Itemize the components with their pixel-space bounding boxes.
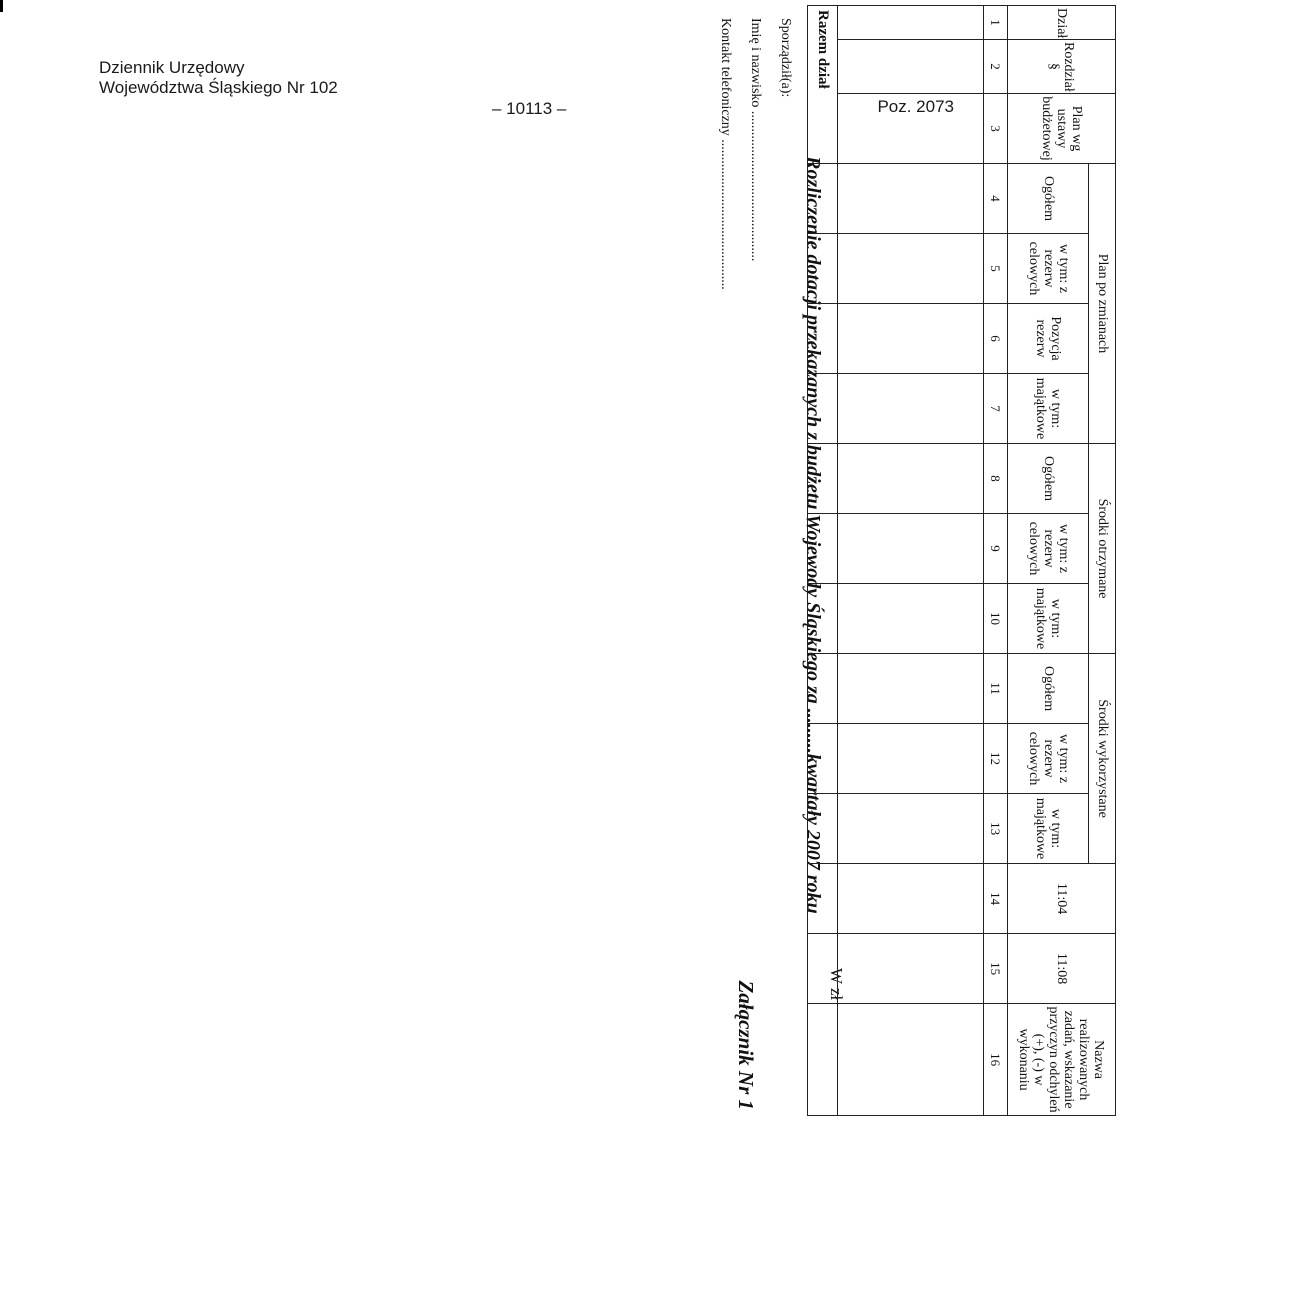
- annex-label: Załącznik Nr 1: [734, 980, 758, 1110]
- sub-rezerw-celowych: w tym: z rezerw celowych: [1007, 514, 1088, 584]
- name-line: [740, 18, 770, 290]
- column-number: 13: [983, 794, 1007, 864]
- column-number: 1: [983, 6, 1007, 40]
- column-number: 5: [983, 234, 1007, 304]
- empty-cell: [808, 374, 838, 444]
- sub-rezerw-celowych: w tym: z rezerw celowych: [1007, 234, 1088, 304]
- empty-cell: [838, 94, 983, 164]
- empty-cell: [838, 724, 983, 794]
- empty-cell: [808, 724, 838, 794]
- header-srodki-wykorzystane: Środki wykorzystane: [1089, 654, 1116, 864]
- empty-cell: [838, 514, 983, 584]
- journal-header: [99, 58, 338, 98]
- column-number: 11: [983, 654, 1007, 724]
- column-number: 15: [983, 934, 1007, 1004]
- empty-cell: [838, 794, 983, 864]
- rotated-form: [520, 0, 1290, 1120]
- empty-cell: [838, 584, 983, 654]
- empty-cell: [838, 934, 983, 1004]
- header-11-04: 11:04: [1007, 864, 1115, 934]
- empty-cell: [808, 794, 838, 864]
- unit-label: W zł: [827, 968, 846, 1001]
- empty-cell: [838, 654, 983, 724]
- empty-cell: [808, 1004, 838, 1116]
- empty-cell: [838, 444, 983, 514]
- header-rozdzial: Rozdział §: [1007, 40, 1115, 94]
- sub-ogolem: Ogółem: [1007, 164, 1088, 234]
- empty-cell: [808, 864, 838, 934]
- empty-cell: [838, 304, 983, 374]
- form-footer: [710, 18, 800, 290]
- column-number: 16: [983, 1004, 1007, 1116]
- empty-cell: [838, 40, 983, 94]
- empty-cell: [838, 374, 983, 444]
- empty-cell: [808, 164, 838, 234]
- column-number: 14: [983, 864, 1007, 934]
- position-number: Poz. 2073: [877, 97, 954, 116]
- empty-cell: [808, 584, 838, 654]
- empty-cell: [838, 1004, 983, 1116]
- empty-cell: [838, 234, 983, 304]
- column-number: 3: [983, 94, 1007, 164]
- header-11-08: 11:08: [1007, 934, 1115, 1004]
- sub-ogolem: Ogółem: [1007, 444, 1088, 514]
- table-row-total: [808, 6, 838, 1116]
- empty-cell: [838, 6, 983, 40]
- sub-majatkowe: w tym: majątkowe: [1007, 794, 1088, 864]
- column-number: 2: [983, 40, 1007, 94]
- sub-pozycja-rezerw: Pozycja rezerw: [1007, 304, 1088, 374]
- header-dzial: Dział: [1007, 6, 1115, 40]
- column-number: 12: [983, 724, 1007, 794]
- journal-issue: Województwa Śląskiego Nr 102: [99, 78, 338, 97]
- sub-majatkowe: w tym: majątkowe: [1007, 584, 1088, 654]
- empty-cell: [808, 514, 838, 584]
- column-number: 9: [983, 514, 1007, 584]
- table-row-empty: [838, 6, 983, 1116]
- column-number: 7: [983, 374, 1007, 444]
- column-number: 10: [983, 584, 1007, 654]
- empty-cell: [808, 304, 838, 374]
- empty-cell: [838, 164, 983, 234]
- empty-cell: [808, 234, 838, 304]
- total-row-label: Razem dział: [808, 6, 838, 164]
- prepared-by-label: Sporządził(a):: [778, 18, 793, 98]
- header-srodki-otrzymane: Środki otrzymane: [1089, 444, 1116, 654]
- sub-rezerw-celowych: w tym: z rezerw celowych: [1007, 724, 1088, 794]
- page-number: – 10113 –: [492, 99, 567, 118]
- name-dots: ...........................................: [748, 110, 763, 262]
- column-number: 8: [983, 444, 1007, 514]
- column-number: 6: [983, 304, 1007, 374]
- contact-dots: ...........................................: [718, 139, 733, 290]
- form-title: Rozliczenie dotacji przekazanych z budżetu Wojewody Śląskiego za .........kwartały 2007 roku: [802, 156, 824, 914]
- column-number: 4: [983, 164, 1007, 234]
- empty-cell: [838, 864, 983, 934]
- name-label: Imię i nazwisko: [748, 18, 763, 108]
- empty-cell: [808, 654, 838, 724]
- contact-label: Kontakt telefoniczny: [718, 18, 733, 136]
- contact-line: [710, 18, 740, 290]
- journal-name: Dziennik Urzędowy: [99, 58, 245, 77]
- sub-majatkowe: w tym: majątkowe: [1007, 374, 1088, 444]
- empty-cell: [808, 934, 838, 1004]
- header-plan-po-zmianach: Plan po zmianach: [1089, 164, 1116, 444]
- sub-ogolem: Ogółem: [1007, 654, 1088, 724]
- settlement-table: [807, 5, 1116, 1116]
- empty-cell: [808, 444, 838, 514]
- header-plan-ustawy: Plan wg ustawy budżetowej: [1007, 94, 1115, 164]
- header-nazwa-zadan: Nazwa realizowanych zadań, wskazanie przyczyn odchyleń (+), (-) w wykonaniu: [1007, 1004, 1115, 1116]
- crop-mark: [0, 0, 3, 12]
